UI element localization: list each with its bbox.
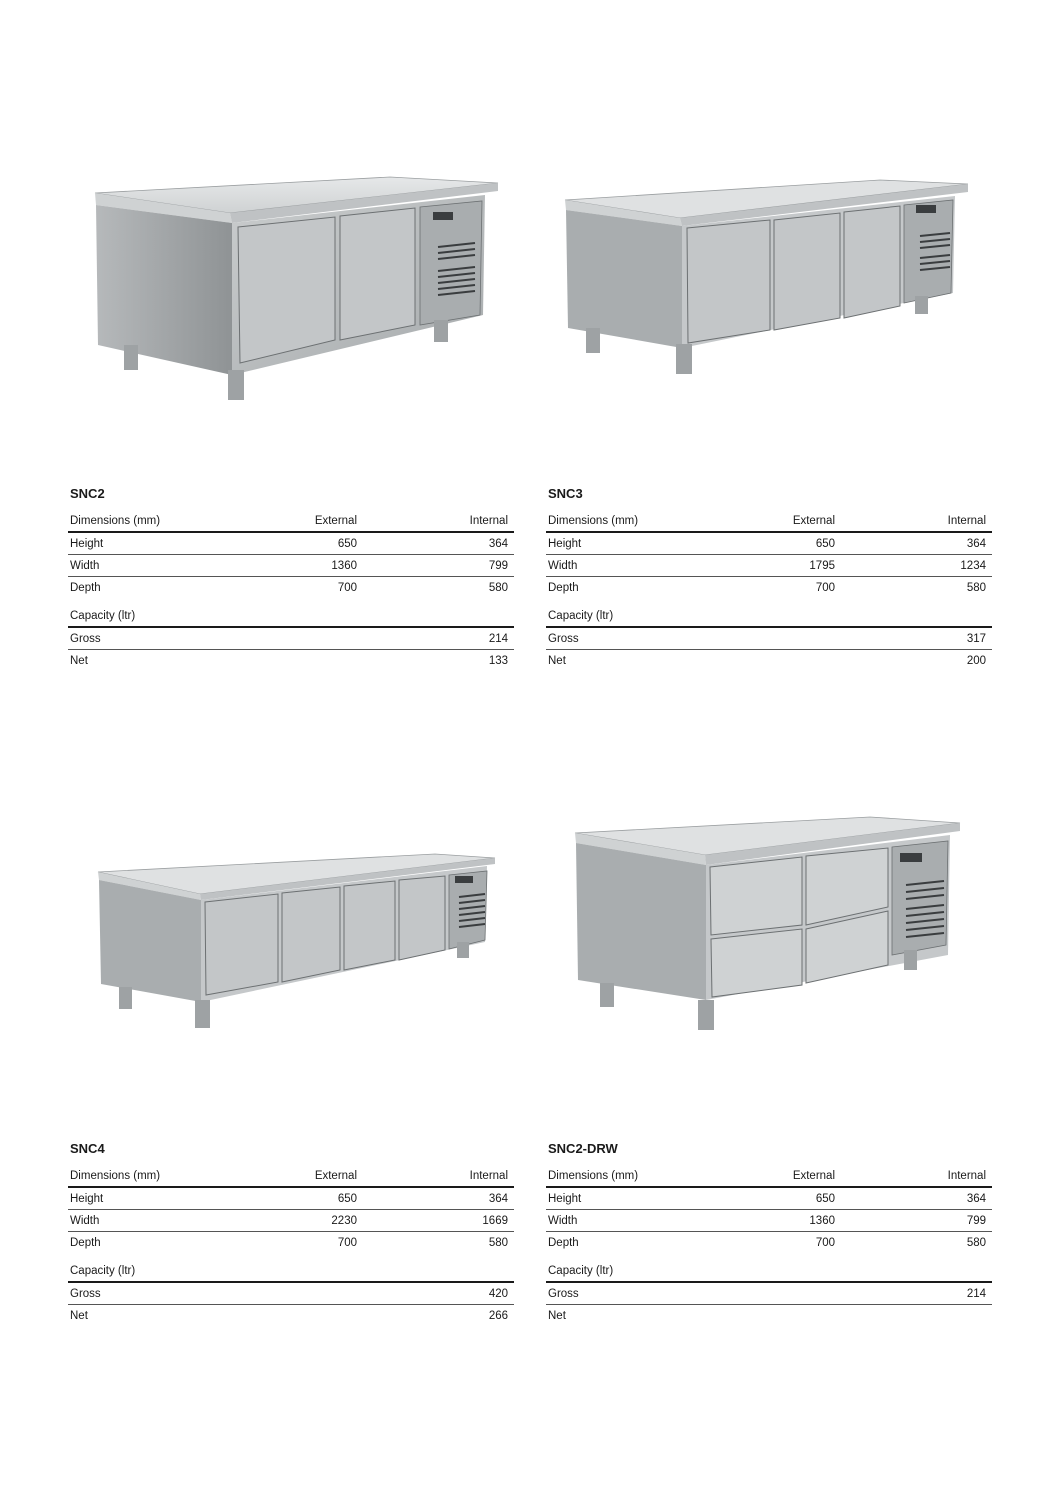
capacity-label: Gross — [548, 632, 579, 645]
row-external: 700 — [337, 582, 357, 594]
capacity-header-row — [68, 606, 514, 628]
row-label: Depth — [548, 1237, 579, 1249]
dimensions-header-row — [546, 1166, 992, 1188]
capacity-value: 214 — [966, 1287, 986, 1300]
capacity-header: Capacity (ltr) — [70, 610, 136, 622]
capacity-label: Net — [70, 1310, 88, 1322]
spec-table-snc2 — [68, 487, 514, 672]
refrigerated-counter-4-door-icon — [95, 852, 500, 1032]
capacity-label: Gross — [70, 1287, 101, 1300]
row-label: Height — [70, 1192, 104, 1205]
capacity-header: Capacity (ltr) — [70, 1265, 136, 1277]
product-photo-snc2-drw — [570, 815, 965, 1035]
row-internal: 580 — [488, 1237, 508, 1249]
capacity-header-row — [68, 1261, 514, 1283]
row-external: 700 — [815, 1237, 835, 1249]
dimensions-header: Dimensions (mm) — [70, 515, 161, 527]
table-row — [68, 1210, 514, 1232]
external-header: External — [314, 515, 357, 527]
internal-header: Internal — [947, 1170, 986, 1182]
table-row — [546, 1283, 992, 1305]
row-internal: 364 — [966, 537, 986, 550]
table-row — [546, 650, 992, 672]
capacity-value: 420 — [488, 1287, 508, 1300]
internal-header: Internal — [469, 1170, 508, 1182]
row-external: 1795 — [809, 559, 835, 572]
capacity-label: Gross — [548, 1287, 579, 1300]
row-internal: 1234 — [960, 559, 986, 572]
row-external: 2230 — [331, 1214, 357, 1227]
row-internal: 580 — [966, 1237, 986, 1249]
table-row — [68, 555, 514, 577]
dimensions-header: Dimensions (mm) — [548, 515, 639, 527]
refrigerated-counter-4-drawer-icon — [570, 815, 965, 1035]
dimensions-header-row — [68, 511, 514, 533]
capacity-value: 200 — [966, 655, 986, 667]
row-label: Width — [548, 559, 578, 572]
table-row — [68, 1305, 514, 1327]
row-internal: 1669 — [482, 1214, 508, 1227]
table-row — [546, 555, 992, 577]
capacity-label: Net — [548, 655, 566, 667]
row-label: Width — [70, 559, 100, 572]
refrigerated-counter-3-door-icon — [560, 178, 970, 388]
row-internal: 799 — [966, 1214, 986, 1227]
table-row — [546, 1232, 992, 1254]
model-name: SNC2 — [70, 486, 105, 501]
capacity-value: 317 — [966, 632, 986, 645]
capacity-value: 266 — [488, 1310, 508, 1322]
spec-table-snc3 — [546, 487, 992, 672]
table-row — [68, 533, 514, 555]
row-external: 700 — [337, 1237, 357, 1249]
table-row — [546, 577, 992, 599]
row-internal: 364 — [488, 537, 508, 550]
row-external: 650 — [337, 1192, 357, 1205]
capacity-header: Capacity (ltr) — [548, 610, 614, 622]
row-external: 1360 — [331, 559, 357, 572]
dimensions-header-row — [68, 1166, 514, 1188]
row-label: Width — [70, 1214, 100, 1227]
dimensions-header: Dimensions (mm) — [70, 1170, 161, 1182]
internal-header: Internal — [947, 515, 986, 527]
row-external: 700 — [815, 582, 835, 594]
capacity-header-row — [546, 606, 992, 628]
row-external: 650 — [815, 1192, 835, 1205]
table-row — [68, 577, 514, 599]
model-name: SNC4 — [70, 1141, 105, 1156]
table-row — [68, 650, 514, 672]
table-row — [546, 533, 992, 555]
table-row — [546, 628, 992, 650]
capacity-value: 133 — [488, 655, 508, 667]
dimensions-header-row — [546, 511, 992, 533]
row-label: Width — [548, 1214, 578, 1227]
internal-header: Internal — [469, 515, 508, 527]
spec-table-snc4 — [68, 1142, 514, 1327]
external-header: External — [792, 1170, 835, 1182]
refrigerated-counter-2-door-icon — [90, 175, 500, 410]
spec-table-snc2-drw — [546, 1142, 992, 1327]
capacity-header: Capacity (ltr) — [548, 1265, 614, 1277]
table-row — [68, 1232, 514, 1254]
row-label: Depth — [70, 582, 101, 594]
row-label: Depth — [70, 1237, 101, 1249]
dimensions-header: Dimensions (mm) — [548, 1170, 639, 1182]
row-internal: 799 — [488, 559, 508, 572]
row-external: 1360 — [809, 1214, 835, 1227]
row-external: 650 — [815, 537, 835, 550]
table-row — [68, 1283, 514, 1305]
external-header: External — [792, 515, 835, 527]
product-photo-snc3 — [560, 178, 970, 388]
table-row — [546, 1188, 992, 1210]
model-name: SNC2-DRW — [548, 1141, 618, 1156]
row-label: Depth — [548, 582, 579, 594]
table-row — [546, 1210, 992, 1232]
external-header: External — [314, 1170, 357, 1182]
table-row — [68, 1188, 514, 1210]
row-label: Height — [548, 1192, 582, 1205]
row-internal: 364 — [966, 1192, 986, 1205]
row-external: 650 — [337, 537, 357, 550]
capacity-label: Gross — [70, 632, 101, 645]
row-internal: 364 — [488, 1192, 508, 1205]
capacity-label: Net — [548, 1310, 566, 1322]
row-label: Height — [548, 537, 582, 550]
capacity-header-row — [546, 1261, 992, 1283]
capacity-value: 214 — [488, 632, 508, 645]
table-row — [546, 1305, 992, 1327]
product-photo-snc4 — [95, 852, 500, 1032]
table-row — [68, 628, 514, 650]
capacity-label: Net — [70, 655, 88, 667]
row-internal: 580 — [966, 582, 986, 594]
product-photo-snc2 — [90, 175, 500, 410]
model-name: SNC3 — [548, 486, 583, 501]
row-label: Height — [70, 537, 104, 550]
row-internal: 580 — [488, 582, 508, 594]
